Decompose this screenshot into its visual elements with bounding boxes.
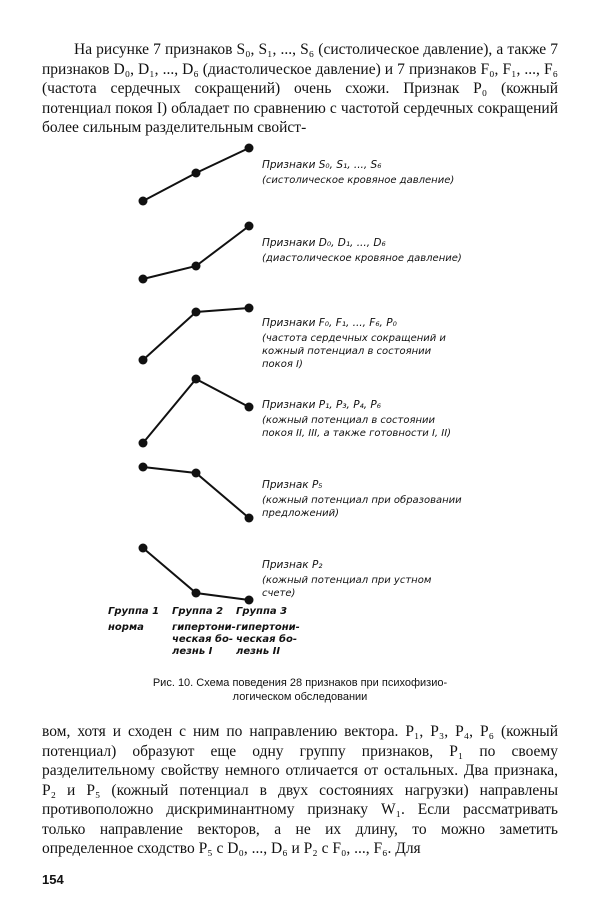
series-title: Признаки F₀, F₁, ..., F₆, P₀ [262,317,397,329]
series-point [192,469,201,478]
series-point [139,544,148,553]
series-title: Признаки P₁, P₃, P₄, P₆ [262,399,381,411]
group-name: Группа 1 [108,606,160,617]
series-line-d [143,226,249,279]
series-desc: (диастолическое кровяное давление) [262,253,462,264]
group-desc: ческая бо- [172,634,234,645]
series-point [245,403,254,412]
series-desc: (систолическое кровяное давление) [262,175,455,186]
feature-behaviour-figure [0,128,600,670]
group-desc: гипертони- [236,622,300,633]
series-point [245,144,254,153]
series-title: Признак P₂ [262,559,323,571]
series-point [139,356,148,365]
series-point [139,463,148,472]
series-desc: счете) [262,588,296,599]
caption-line: Рис. 10. Схема поведения 28 признаков при психофизио- [152,677,448,689]
paragraph-top: На рисунке 7 признаков S₀, S₁, ..., S₆ (систолическое давление), а также 7 признаков D₀, D₁, ..., D₆ (диастолическое давление) и 7 признаков F₀, F₁, ..., F₆ (частота сердечных сокращений) очень схожи. Признак P₀ (кожный потенциал покоя I) обладает по сравнению с частотой сердечных сокращений более сильным разделительным свойст- [42,41,558,136]
group-name: Группа 2 [172,606,224,617]
series-title: Признак P₅ [262,479,323,491]
page-number: 154 [42,872,64,887]
series-point [245,514,254,523]
group-name: Группа 3 [236,606,288,617]
paragraph-bottom: вом, хотя и сходен с ним по направлению вектора. P₁, P₃, P₄, P₆ (кожный потенциал) образуют еще одну группу признаков, P₁ по своему разделительному свойству немного отличается от остальных. Два признака, P₂ и P₅ (кожный потенциал в двух состояниях нагрузки) направлены противоположно дискриминантному признаку W₁. Если рассматривать только направление векторов, а не их длину, то можно заметить определенное сходство P₅ с D₀, ..., D₆ и P₂ с F₀, ..., F₆. Для [42,723,558,857]
series-point [192,375,201,384]
series-point [139,197,148,206]
series-point [245,222,254,231]
series-desc: (кожный потенциал при образовании [262,495,462,506]
series-point [192,589,201,598]
series-title: Признаки D₀, D₁, ..., D₆ [262,237,386,249]
group-desc: ческая бо- [236,634,298,645]
series-desc: (кожный потенциал при устном [262,575,432,586]
series-desc: (кожный потенциал в состоянии [262,415,436,426]
group-desc: гипертони- [172,622,236,633]
series-point [192,262,201,271]
caption-line: логическом обследовании [232,691,368,703]
series-desc: кожный потенциал в состоянии [262,346,432,357]
group-desc: лезнь II [236,646,281,657]
group-desc: норма [108,622,144,633]
series-desc: покоя I) [262,359,303,370]
group-desc: лезнь I [172,646,213,657]
figure-caption [90,676,510,704]
series-point [245,304,254,313]
series-point [139,439,148,448]
series-line-p1 [143,379,249,443]
series-point [192,308,201,317]
series-point [245,596,254,605]
series-desc: предложений) [262,508,340,519]
series-desc: покоя II, III, а также готовности I, II) [262,428,452,439]
series-point [139,275,148,284]
series-point [192,169,201,178]
series-title: Признаки S₀, S₁, ..., S₆ [262,159,382,171]
series-desc: (частота сердечных сокращений и [262,333,446,344]
